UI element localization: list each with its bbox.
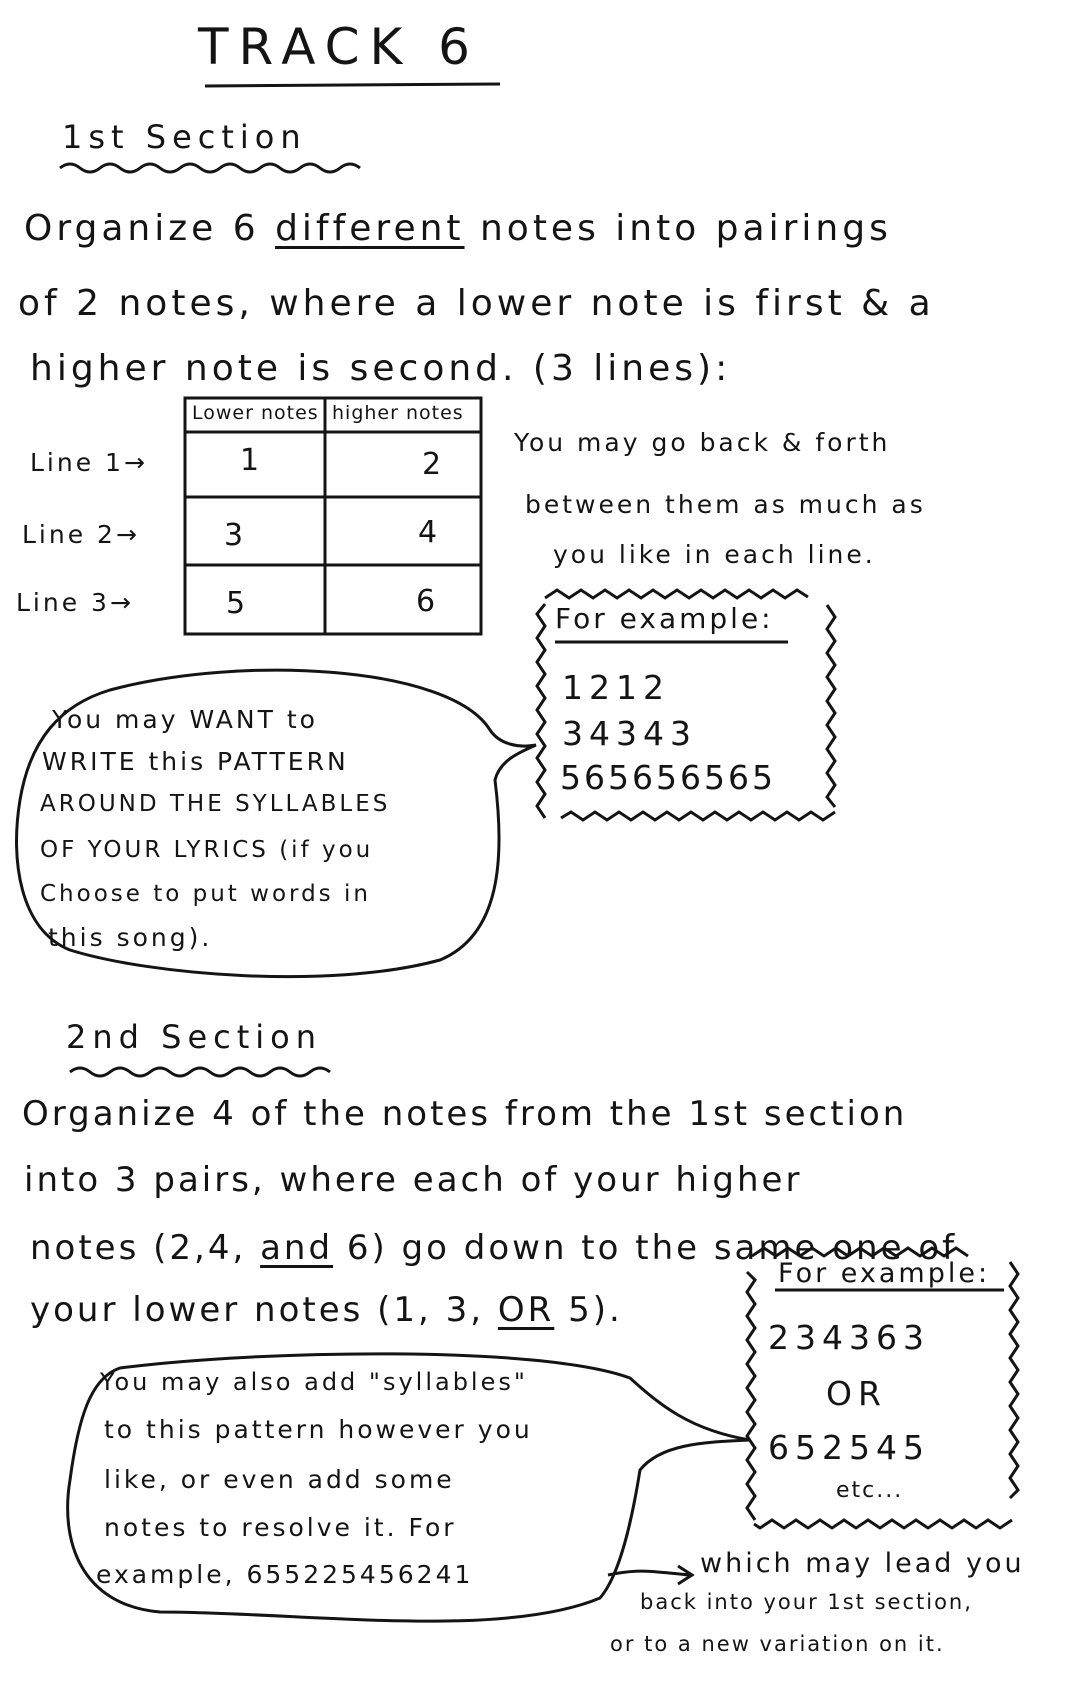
bubble-2-line-4: notes to resolve it. For bbox=[104, 1513, 457, 1542]
section1-instruction-line-2: of 2 notes, where a lower note is first & a bbox=[18, 283, 935, 324]
section1-instruction-line-3: higher note is second. (3 lines): bbox=[30, 348, 732, 389]
row-label-line-3: Line 3→ bbox=[16, 588, 134, 617]
example-box-1-title: For example: bbox=[555, 602, 774, 635]
example-box-2-title: For example: bbox=[778, 1258, 991, 1289]
bubble-1-line-5: Choose to put words in bbox=[40, 881, 371, 907]
bubble-2-line-2: to this pattern however you bbox=[104, 1415, 533, 1444]
row-label-line-1: Line 1→ bbox=[30, 448, 148, 477]
table-header-higher: higher notes bbox=[332, 402, 464, 424]
example-box-1-line-1: 1212 bbox=[562, 668, 670, 707]
section1-instruction-line-1: Organize 6 different notes into pairings bbox=[24, 208, 892, 249]
section2-heading: 2nd Section bbox=[66, 1018, 323, 1056]
section2-instruction-line-2: into 3 pairs, where each of your higher bbox=[24, 1160, 803, 1200]
bubble-1-line-4: OF YOUR LYRICS (if you bbox=[40, 837, 374, 863]
side-note-line-1: You may go back & forth bbox=[514, 428, 891, 457]
bubble-1-line-2: WRITE this PATTERN bbox=[42, 747, 349, 776]
table-cell-lower-1: 1 bbox=[240, 443, 262, 478]
emphasis-and: and bbox=[260, 1228, 334, 1268]
example-box-2-line-3: 652545 bbox=[768, 1428, 930, 1467]
example-box-2-line-1: 234363 bbox=[768, 1318, 930, 1357]
continuation-arrow bbox=[608, 1571, 690, 1575]
section2-instruction-line-1: Organize 4 of the notes from the 1st section bbox=[22, 1094, 908, 1134]
table-cell-higher-1: 2 bbox=[422, 447, 444, 482]
example-box-1-line-2: 34343 bbox=[562, 714, 697, 753]
table-cell-lower-2: 3 bbox=[224, 518, 246, 553]
title-underline bbox=[205, 84, 500, 86]
example-box-1-line-3: 565656565 bbox=[560, 758, 776, 797]
section1-heading: 1st Section bbox=[62, 118, 307, 156]
table-cell-higher-3: 6 bbox=[416, 584, 438, 619]
bubble-2-line-3: like, or even add some bbox=[104, 1465, 455, 1494]
section2-wavy-underline bbox=[70, 1068, 330, 1076]
example-box-2-line-2: OR bbox=[826, 1374, 887, 1413]
emphasis-or: OR bbox=[497, 1290, 555, 1330]
table-header-lower: Lower notes bbox=[192, 402, 319, 424]
table-cell-lower-3: 5 bbox=[226, 586, 248, 621]
bubble-2-line-5-tail: 41 bbox=[435, 1560, 474, 1589]
section1-wavy-underline bbox=[60, 164, 360, 172]
side-note-line-3: you like in each line. bbox=[553, 540, 876, 569]
bubble-1-line-6: this song). bbox=[48, 923, 213, 952]
bubble-2-line-5: example, 655225456241 bbox=[96, 1560, 474, 1589]
bubble-1-line-1: You may WANT to bbox=[52, 705, 318, 734]
page-title: TRACK 6 bbox=[198, 18, 480, 76]
emphasis-different: different bbox=[275, 208, 465, 249]
example-box-2-line-4: etc... bbox=[836, 1478, 904, 1503]
bubble-1-line-3: AROUND THE SYLLABLES bbox=[40, 791, 391, 817]
continuation-line-1: which may lead you bbox=[700, 1548, 1025, 1579]
row-label-line-2: Line 2→ bbox=[22, 520, 140, 549]
bubble-2-line-1: You may also add "syllables" bbox=[100, 1368, 528, 1396]
continuation-line-2: back into your 1st section, bbox=[640, 1590, 973, 1614]
section2-instruction-line-4: your lower notes (1, 3, OR 5). bbox=[30, 1290, 623, 1330]
continuation-line-3: or to a new variation on it. bbox=[610, 1632, 945, 1656]
side-note-line-2: between them as much as bbox=[525, 490, 926, 519]
table-cell-higher-2: 4 bbox=[418, 515, 440, 550]
section2-instruction-line-3: notes (2,4, and 6) go down to the same one of bbox=[30, 1228, 958, 1268]
